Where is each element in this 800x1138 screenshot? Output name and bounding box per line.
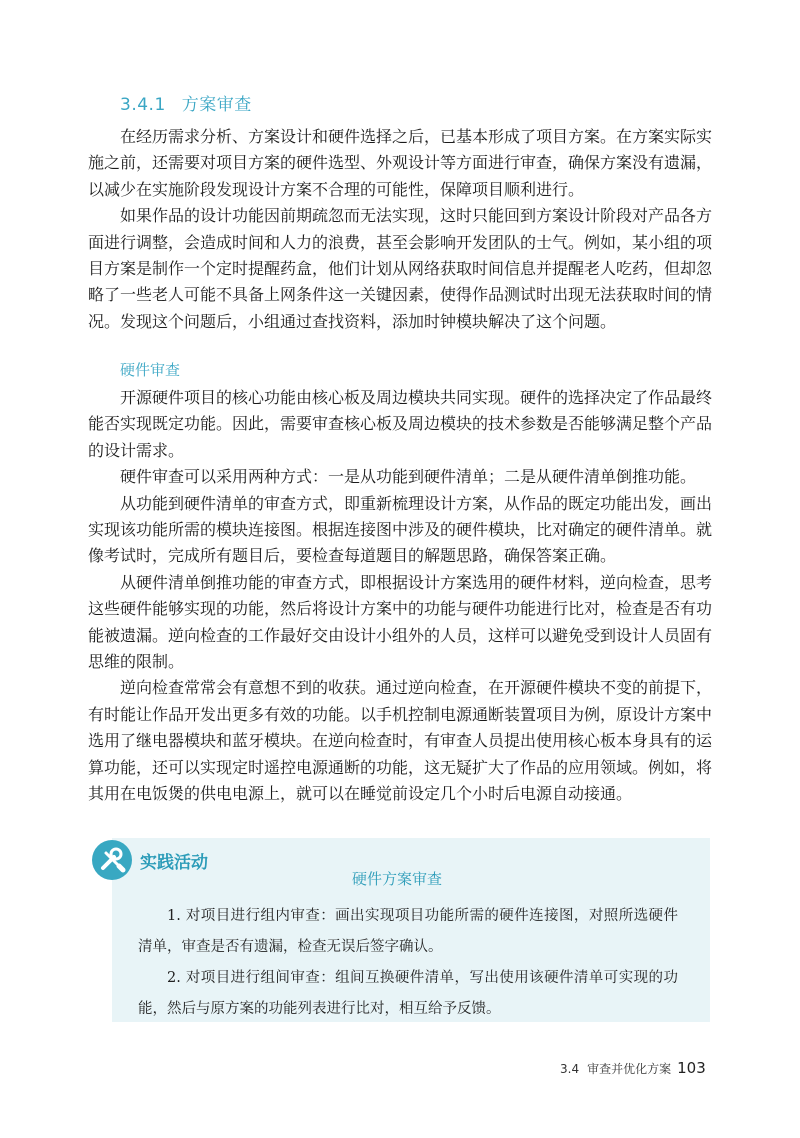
intro-text [88, 124, 712, 335]
subsection-title: 硬件审查 [120, 361, 181, 379]
footer-section-number: 3.4 [560, 1062, 580, 1076]
paragraph: 逆向检查常常会有意想不到的收获。通过逆向检查，在开源硬件模块不变的前提下，有时能让作品开发出更多有效的功能。以手机控制电源通断装置项目为例，原设计方案中选用了继电器模块和蓝牙模块。在逆向检查时，有审查人员提出使用核心板本身具有的运算功能，还可以实现定时遥控电源通断的功能，这无疑扩大了作品的应用领域。例如，将其用在电饭煲的供电电源上，就可以在睡觉前设定几个小时后电源自动接通。 [88, 678, 713, 804]
practice-activity-text [138, 901, 678, 1025]
paragraph: 从硬件清单倒推功能的审查方式，即根据设计方案选用的硬件材料，逆向检查，思考这些硬件能够实现的功能，然后将设计方案中的功能与硬件功能进行比对，检查是否有功能被遗漏。逆向检查的工作最好交由设计小组外的人员，这样可以避免受到设计人员固有思维的限制。 [88, 572, 713, 672]
practice-activity-label: 实践活动 [140, 853, 208, 873]
paragraph: 从功能到硬件清单的审查方式，即重新梳理设计方案，从作品的既定功能出发，画出实现该功能所需的模块连接图。根据连接图中涉及的硬件模块，比对确定的硬件清单。就像考试时，完成所有题目后，要检查每道题目的解题思路，确保答案正确。 [88, 493, 713, 566]
section-heading [120, 90, 252, 115]
section-number: 3.4.1 [120, 95, 166, 115]
practice-item: 2. 对项目进行组间审查：组间互换硬件清单，写出使用该硬件清单可实现的功能，然后与原方案的功能列表进行比对，相互给予反馈。 [138, 970, 678, 1017]
paragraph: 如果作品的设计功能因前期疏忽而无法实现，这时只能回到方案设计阶段对产品各方面进行调整，会造成时间和人力的浪费，甚至会影响开发团队的士气。例如，某小组的项目方案是制作一个定时提醒药盒，他们计划从网络获取时间信息并提醒老人吃药，但却忽略了一些老人可能不具备上网条件这一关键因素，使得作品测试时出现无法获取时间的情况。发现这个问题后，小组通过查找资料，添加时钟模块解决了这个问题。 [88, 206, 713, 331]
hardware-review-text [88, 385, 712, 808]
paragraph: 在经历需求分析、方案设计和硬件选择之后，已基本形成了项目方案。在方案实际实施之前，还需要对项目方案的硬件选型、外观设计等方面进行审查，确保方案没有遗漏，以减少在实施阶段发现设计方案不合理的可能性，保障项目顺利进行。 [88, 127, 713, 199]
paragraph: 硬件审查可以采用两种方式：一是从功能到硬件清单；二是从硬件清单倒推功能。 [120, 467, 697, 487]
footer-section-title: 审查并优化方案 [587, 1062, 672, 1076]
page-number: 103 [677, 1059, 706, 1077]
practice-activity-title: 硬件方案审查 [352, 870, 443, 888]
page-footer [560, 1059, 706, 1077]
paragraph: 开源硬件项目的核心功能由核心板及周边模块共同实现。硬件的选择决定了作品最终能否实现既定功能。因此，需要审查核心板及周边模块的技术参数是否能够满足整个产品的设计需求。 [88, 388, 713, 460]
tools-icon [92, 840, 132, 880]
practice-item: 1. 对项目进行组内审查：画出实现项目功能所需的硬件连接图，对照所选硬件清单，审查是否有遗漏，检查无误后签字确认。 [138, 908, 678, 955]
section-title: 方案审查 [181, 95, 252, 115]
